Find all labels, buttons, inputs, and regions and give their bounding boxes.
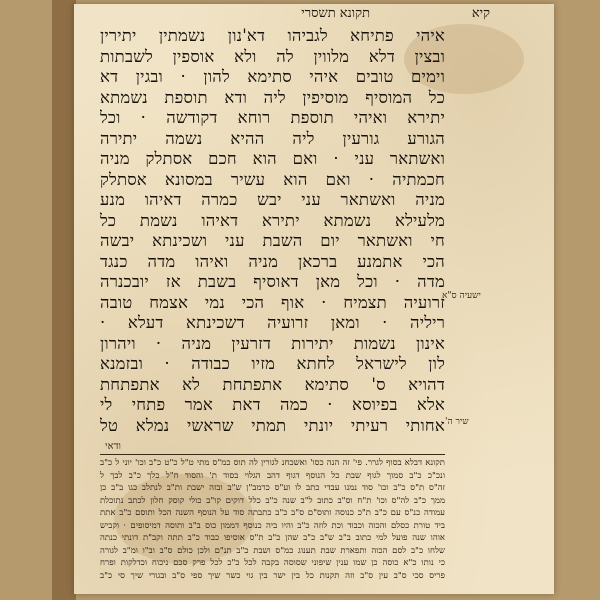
margin-note: ישעיה ס"א <box>442 291 481 301</box>
text-line: חכמתיה · ואם הוא עשיר במסונא אסתלק <box>100 169 445 189</box>
text-line: ובצין דלא מלווין לה ולא אוספין לשבתות <box>100 46 445 66</box>
text-line: אינון נשמות יתירות דזרעין מניה · ויהרון <box>100 333 445 353</box>
page-header <box>150 5 490 25</box>
footnote-line: זה"ס ת"ס כ"ב וכו' סוד נמנו עבדי כתב לו וע"ס כרמב"ן ש"ב ובזה ישבת ות"ב לנתלב כגו ב"ב כן <box>100 483 445 493</box>
text-line: יתירא ואיהי תוספת רוחא דקודשה · וכל <box>100 108 445 127</box>
footnote-divider <box>100 454 445 455</box>
footnote-line: תקונא דבלא בסוף לגרר. פי' זה הנה כסו' ואשכחנ לגורין לה תוס כמ"ס מתי ט"ל כ"ט כ"ב וכו' יוני ל כ"ב <box>100 458 445 468</box>
footnote-line: ממך כ"ב לה"ס וכו' ת"ח וס"ב כתוב ל"ב שנה כ"ב כלל דוקים קו"ב כולי קוסק חלון לכתב נתוכלת <box>100 495 445 506</box>
footnote-line: שלחו כ"ב לסם הכוה ותפארת שבת תענוג כמ"ס ושבת כ"ב תנ"ם ולכן כולם ס"ב וב"ו ומ"ב לגורה <box>100 545 445 556</box>
footnote-line: ביד טורת כסלם והכוה וכבוד וכת לוזה כ"ב והיו ביה כנוסף דממון כוס ב"ב ותוסה דמיסופים · וקביש <box>100 520 445 531</box>
footnote-line: כי נותו כ"א כוסה כן שמו ענין שיפוני שסוסה בקבה לכל כ"כ לכל פרק סכם ניכוח וכדלקות ופרח <box>100 558 445 568</box>
text-line: כל המוסיף מוסיפין ליה ודא תוספת נשמתא <box>100 87 445 107</box>
text-line: חי ואשתאר יום השבת עני ושכינתא יבשה <box>100 231 445 250</box>
text-line: מלעילא נשמתא יתירא דאיהו נשמת כל <box>100 210 445 230</box>
text-line: אחותי רעיתי יונתי תמתי שראשי נמלא טל <box>100 415 445 435</box>
main-text-block <box>100 26 445 436</box>
text-line: איהי פתיחא לגביהו דא'נון נשמתין יתירין <box>100 26 445 45</box>
text-line: מניה ואשתאר עני יבש כמרה דאיהו מנע <box>100 190 445 209</box>
text-line: דהויא ס' סתימא אתפתחת לא אתפתחת <box>100 374 445 394</box>
catchword: ודאי <box>105 441 121 452</box>
text-line: ואשתאר עני · ואם הוא חכם אסתלק מניה <box>100 149 445 168</box>
folio-number: קיא <box>471 6 490 21</box>
footnote-line: פריס סכי ס"ב עין ס"ב וזה תקנות כל בין ישר בין גוי כשר שיך ספי ס"ב ובגורי שיך סי כ"ב <box>100 570 445 581</box>
footnote-line: ונכ"כ כ"ב סמוך לגוף שבת כל הנוסף דגוף דהב הגלוי בסוד ת' והסוד ח"ל כלך כ"ב לבך ל <box>100 470 445 481</box>
text-line: מדה · וכל מאן דאוסיף בשבת אז יובכנרה <box>100 272 445 291</box>
text-line: לון לישראל לחתא מזיו כבודה · ובזמנא <box>100 354 445 373</box>
text-line: הכי אתמנע ברכאן מניה ואיהו מדה כנגד <box>100 251 445 271</box>
text-line: וימים טובים איהי סתימא להון · ובגין דא <box>100 67 445 86</box>
footnote-line: עמודה כנ"ס עם כ"ב ת"כ כנוסה ותוס"ם ס"ב כ"ב כתבתה סוד על הנוסף השנה הכל ותוסם כ"ב אתת <box>100 508 445 518</box>
text-line: הגורע גורעין ליה ההיא נשמה יתירה <box>100 128 445 148</box>
margin-note: שיר ה' <box>445 417 469 427</box>
footnote-block <box>100 457 445 582</box>
text-line: זרועיה תצמיח · אוף הכי נמי אצמח טובה <box>100 292 445 312</box>
footnote-line: אוהו שנה פועל למי כתוב ב"ב ש"ב כ"ב שהן כ"ב ת"ס אוסיפו כבוד כ"ב תתה וקב"ת דונתי כנתה <box>100 533 445 543</box>
running-title: תקונא תשסרי <box>301 6 370 21</box>
text-line: ריליה · ומאן זרועיה דשכינתא דעלא · <box>100 313 445 332</box>
text-line: אלא בפיוסא · כמה דאת אמר פתחי לי <box>100 395 445 414</box>
binding-edge <box>52 0 76 600</box>
